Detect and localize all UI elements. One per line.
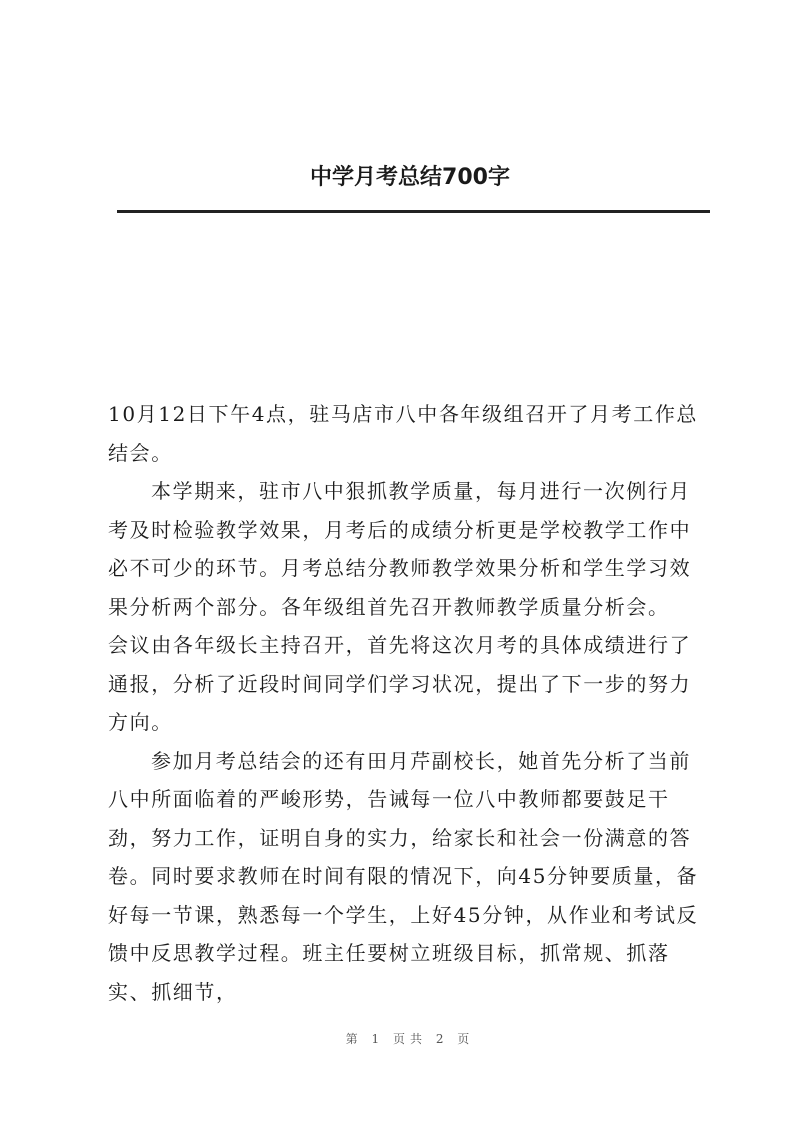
footer-middle: 页共 — [392, 1032, 427, 1046]
document-title: 中学月考总结700字 — [310, 165, 510, 190]
paragraph-3: 参加月考总结会的还有田月芹副校长，她首先分析了当前八中所面临着的严峻形势，告诫每一位八中教师都要鼓足干劲，努力工作，证明自身的实力，给家长和社会一份满意的答卷。同时要求教师在时间有限的情况下，向45分钟要质量，备好每一节课，熟悉每一个学生，上好45分钟，从作业和考试反馈中反思教学过程。班主任要树立班级目标，抓常规、抓落实、抓细节， — [108, 748, 699, 1004]
page-footer — [0, 1030, 800, 1047]
footer-total-pages: 2 — [435, 1032, 449, 1046]
paragraph-1: 10月12日下午4点，驻马店市八中各年级组召开了月考工作总结会。 — [108, 402, 699, 465]
footer-suffix: 页 — [457, 1032, 475, 1046]
footer-page-number: 1 — [371, 1032, 385, 1046]
document-body — [108, 395, 712, 1011]
title-underline — [117, 210, 710, 213]
paragraph-2: 本学期来，驻市八中狠抓教学质量，每月进行一次例行月考及时检验教学效果，月考后的成绩分析更是学校教学工作中必不可少的环节。月考总结分教师教学效果分析和学生学习效果分析两个部分。各年级组首先召开教师教学质量分析会。 会议由各年级长主持召开，首先将这次月考的具体成绩进行了通报，分析了近段时间同学们学习状况，提出了下一步的努力方向。 — [108, 479, 703, 734]
footer-prefix: 第 — [345, 1032, 363, 1046]
